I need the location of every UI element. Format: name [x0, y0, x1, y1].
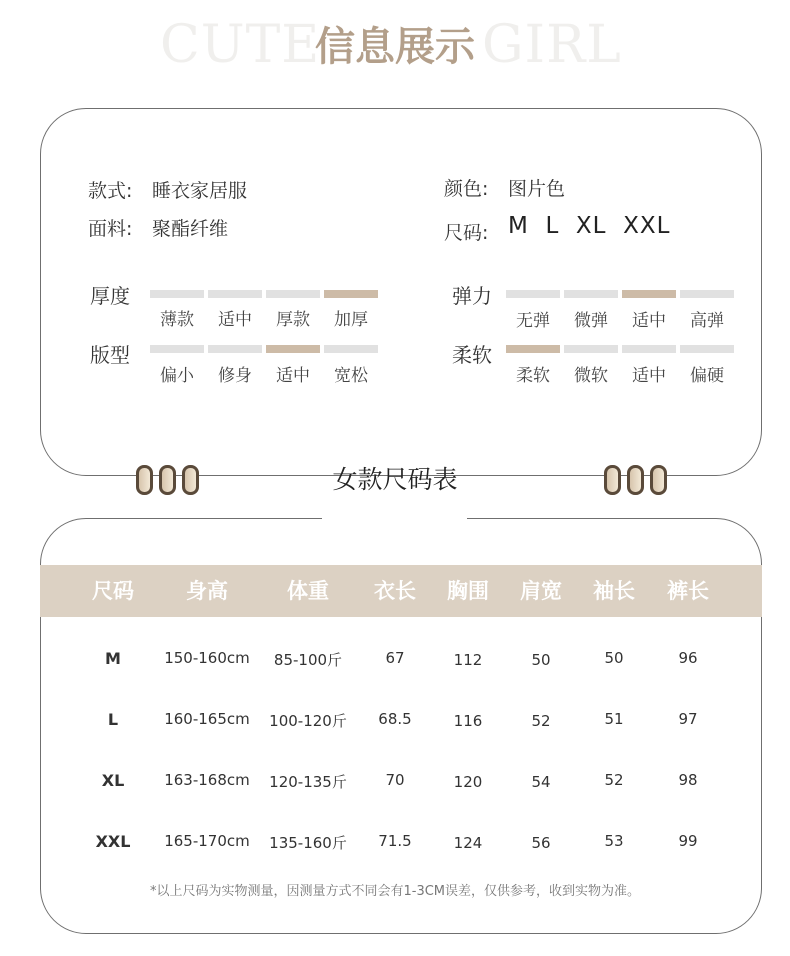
- table-cell: 135-160斤: [269, 834, 347, 852]
- table-cell: 85-100斤: [273, 651, 343, 669]
- ring-icon: [650, 465, 667, 495]
- table-cell: 53: [604, 832, 624, 850]
- thickness-segment: [208, 290, 262, 298]
- table-header-cell: 袖长: [593, 579, 635, 603]
- table-size-cell: L: [107, 710, 119, 729]
- table-header-cell: 身高: [186, 579, 228, 603]
- size-label: 尺码:: [444, 222, 489, 244]
- thickness-segment: [266, 290, 320, 298]
- table-size-cell: M: [105, 649, 121, 668]
- fit-segment: [208, 345, 262, 353]
- table-header-cell: 衣长: [374, 579, 416, 603]
- table-cell: 56: [531, 834, 551, 852]
- table-cell: 165-170cm: [164, 832, 250, 850]
- fit-segment: [324, 345, 378, 353]
- thickness-label: 厚度: [90, 284, 130, 308]
- softness-segment: [680, 345, 734, 353]
- fabric-value: 聚酯纤维: [152, 218, 229, 240]
- table-cell: 112: [453, 651, 483, 669]
- ring-icon: [136, 465, 153, 495]
- table-header-cell: 体重: [287, 579, 329, 603]
- table-cell: 51: [604, 710, 624, 728]
- fit-segment: [150, 345, 204, 353]
- binder-rings-left: [136, 465, 199, 495]
- ring-icon: [182, 465, 199, 495]
- softness-segment: [564, 345, 618, 353]
- background-word-left: CUTE: [160, 15, 321, 75]
- softness-option: 适中: [632, 366, 666, 386]
- table-cell: 52: [604, 771, 624, 789]
- elasticity-option: 无弹: [516, 311, 550, 331]
- fit-option: 偏小: [160, 366, 194, 386]
- elasticity-segment: [564, 290, 618, 298]
- table-cell: 163-168cm: [164, 771, 250, 789]
- table-header-cell: 肩宽: [520, 579, 562, 603]
- fabric-label: 面料:: [88, 218, 133, 240]
- softness-options: [506, 361, 734, 386]
- background-word-right: GIRL: [482, 15, 622, 75]
- table-cell: 52: [531, 712, 551, 730]
- table-header-cell: 裤长: [667, 579, 709, 603]
- softness-option: 微软: [574, 366, 608, 386]
- elasticity-segment: [506, 290, 560, 298]
- style-value: 睡衣家居服: [152, 180, 248, 202]
- border-gap: [322, 514, 467, 524]
- fit-bar: [150, 345, 378, 353]
- elasticity-label: 弹力: [452, 284, 492, 308]
- thickness-segment: [324, 290, 378, 298]
- softness-segment: [506, 345, 560, 353]
- table-header-cell: 尺码: [92, 579, 134, 603]
- ring-icon: [604, 465, 621, 495]
- table-cell: 99: [678, 832, 698, 850]
- fit-option: 修身: [218, 366, 252, 386]
- thickness-option: 厚款: [276, 310, 310, 330]
- thickness-option: 适中: [218, 310, 252, 330]
- table-cell: 120: [453, 773, 483, 791]
- elasticity-option: 微弹: [574, 311, 608, 331]
- table-cell: 116: [453, 712, 483, 730]
- table-header-cell: 胸围: [447, 579, 489, 603]
- measurement-note: *以上尺码为实物测量，因测量方式不同会有1-3CM误差，仅供参考，收到实物为准。: [149, 884, 641, 899]
- ring-icon: [627, 465, 644, 495]
- color-value: 图片色: [508, 178, 566, 200]
- table-cell: 70: [385, 771, 405, 789]
- elasticity-option: 适中: [632, 311, 666, 331]
- table-size-cell: XXL: [95, 832, 131, 851]
- thickness-option: 加厚: [334, 310, 368, 330]
- color-label: 颜色:: [444, 178, 489, 200]
- elasticity-option: 高弹: [690, 311, 724, 331]
- softness-option: 柔软: [516, 366, 550, 386]
- thickness-segment: [150, 290, 204, 298]
- table-cell: 150-160cm: [164, 649, 250, 667]
- table-cell: 50: [604, 649, 624, 667]
- table-cell: 124: [453, 834, 483, 852]
- elasticity-segment: [680, 290, 734, 298]
- ring-icon: [159, 465, 176, 495]
- softness-segment: [622, 345, 676, 353]
- binder-rings-right: [604, 465, 667, 495]
- table-cell: 68.5: [378, 710, 412, 728]
- style-label: 款式:: [88, 180, 133, 202]
- fit-option: 宽松: [334, 366, 368, 386]
- table-cell: 50: [531, 651, 551, 669]
- fit-segment: [266, 345, 320, 353]
- thickness-bar: [150, 290, 378, 298]
- elasticity-segment: [622, 290, 676, 298]
- size-values: M L XL XXL: [508, 213, 671, 239]
- table-cell: 96: [678, 649, 698, 667]
- fit-option: 适中: [276, 366, 310, 386]
- table-cell: 100-120斤: [269, 712, 347, 730]
- elasticity-bar: [506, 290, 734, 298]
- fit-options: [150, 361, 378, 386]
- page-title: 信息展示: [315, 24, 475, 70]
- table-size-cell: XL: [101, 771, 125, 790]
- table-cell: 160-165cm: [164, 710, 250, 728]
- thickness-options: [150, 305, 378, 330]
- softness-bar: [506, 345, 734, 353]
- softness-label: 柔软: [452, 343, 492, 367]
- size-chart-title: 女款尺码表: [332, 465, 458, 494]
- softness-option: 偏硬: [690, 366, 724, 386]
- table-cell: 98: [678, 771, 698, 789]
- thickness-option: 薄款: [160, 310, 194, 330]
- table-cell: 97: [678, 710, 698, 728]
- elasticity-options: [506, 306, 734, 331]
- table-cell: 120-135斤: [269, 773, 347, 791]
- table-cell: 71.5: [378, 832, 412, 850]
- fit-label: 版型: [90, 343, 130, 367]
- table-cell: 67: [385, 649, 405, 667]
- table-cell: 54: [531, 773, 551, 791]
